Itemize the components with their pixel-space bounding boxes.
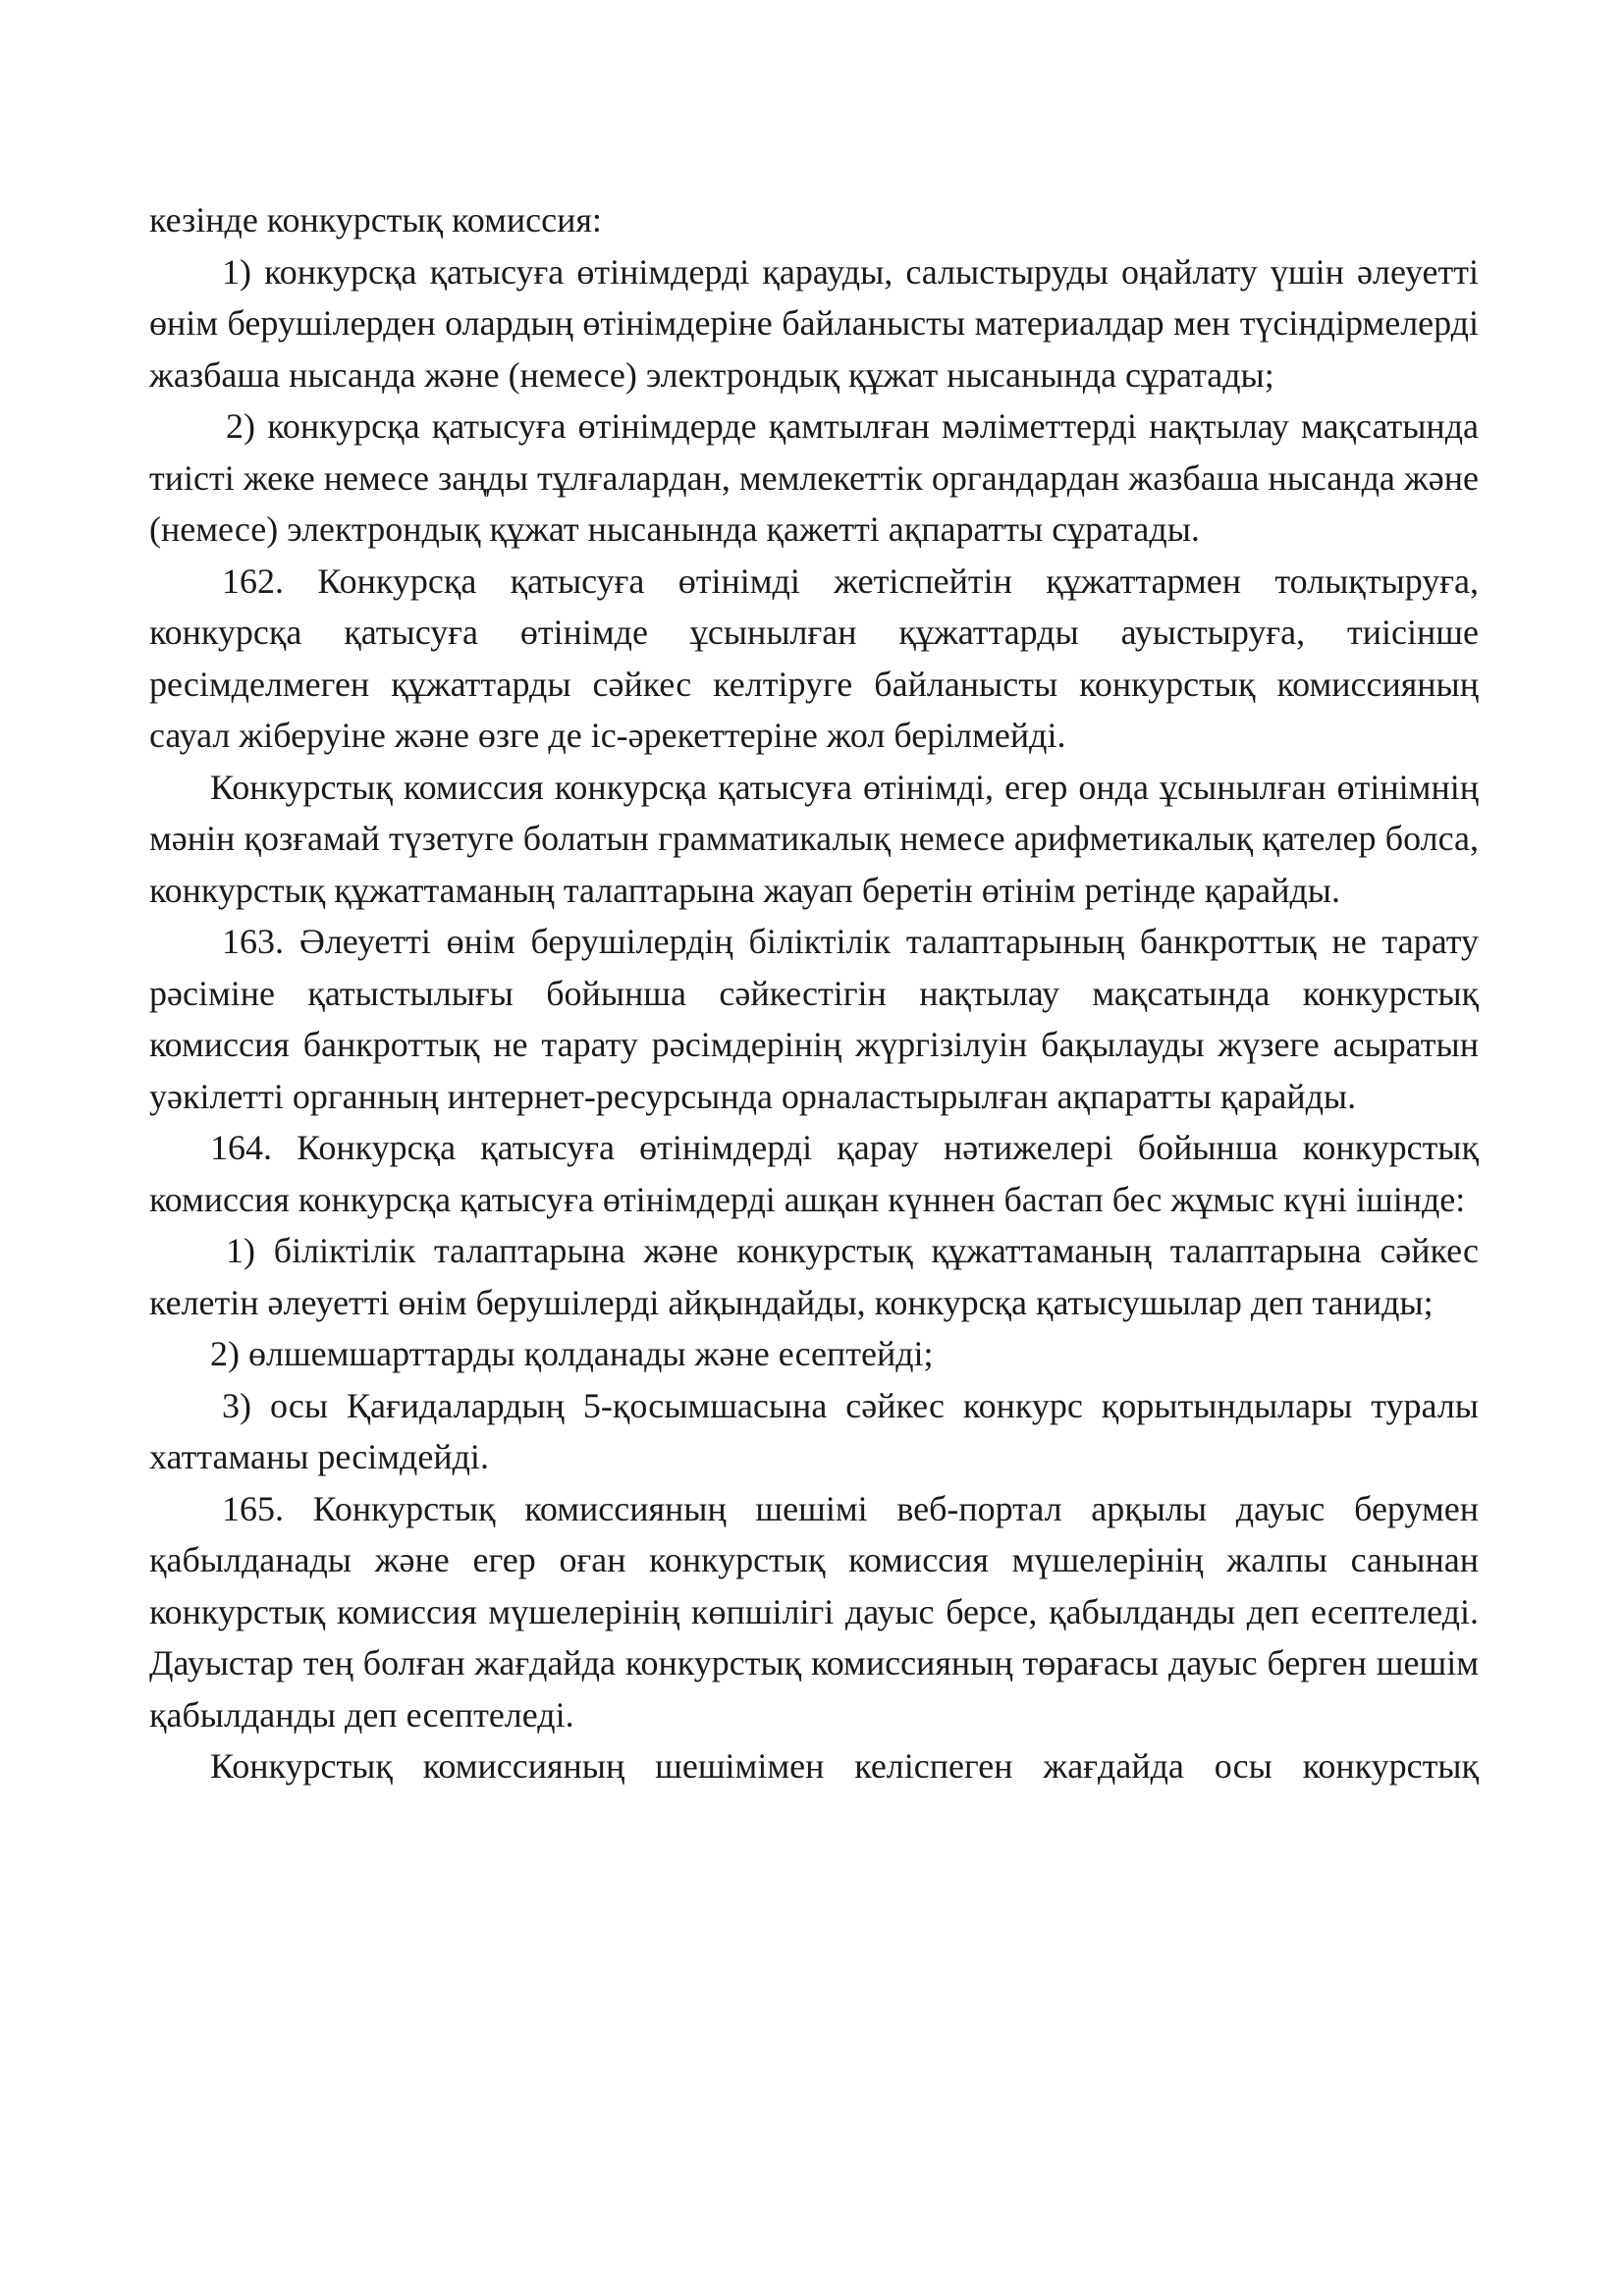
paragraph-continuation: кезінде конкурстық комиссия: [149, 200, 602, 240]
paragraph-item-2: 2) конкурсқа қатысуға өтінімдерде қамтылған мәліметтерді нақтылау мақсатында тиісті жеке немесе заңды тұлғалардан, мемлекеттік органдардан жазбаша нысанда және (немесе) электрондық құжат нысанында қажетті ақпаратты сұратады. [149, 406, 1479, 549]
paragraph-163: 163. Әлеуетті өнім берушілердің біліктілік талаптарының банкроттық не тарату рәсіміне қатыстылығы бойынша сәйкестігін нақтылау мақсатында конкурстық комиссия банкроттық не тарату рәсімдерінің жүргізілуін бақылауды жүзеге асыратын уәкілетті органның интернет-ресурсында орналастырылған ақпаратты қарайды. [149, 922, 1479, 1116]
paragraph-164-item-1: 1) біліктілік талаптарына және конкурстық құжаттаманың талаптарына сәйкес келетін әлеуетті өнім берушілерді айқындайды, конкурсқа қатысушылар деп таниды; [149, 1231, 1479, 1322]
paragraph-164-item-3: 3) осы Қағидалардың 5-қосымшасына сәйкес конкурс қорытындылары туралы хаттаманы ресімдейді. [149, 1385, 1479, 1476]
paragraph-165-continued: Конкурстық комиссияның шешімімен келіспеген жағдайда осы конкурстық [210, 1746, 1479, 1786]
paragraph-162-continued: Конкурстық комиссия конкурсқа қатысуға өтінімді, егер онда ұсынылған өтінімнің мәнін қозғамай түзетуге болатын грамматикалық немесе арифметикалық қателер болса, конкурстық құжаттаманың талаптарына жауап беретін өтінім ретінде қарайды. [149, 767, 1479, 910]
document-page [149, 194, 1479, 1792]
paragraph-164-item-2: 2) өлшемшарттарды қолданады және есептейді; [210, 1334, 934, 1373]
paragraph-162: 162. Конкурсқа қатысуға өтінімді жетіспейтін құжаттармен толықтыруға, конкурсқа қатысуға өтінімде ұсынылған құжаттарды ауыстыруға, тиісінше ресімделмеген құжаттарды сәйкес келтіруге байланысты конкурстық комиссияның сауал жіберуіне және өзге де іс-әрекеттеріне жол берілмейді. [149, 561, 1479, 755]
paragraph-165: 165. Конкурстық комиссияның шешімі веб-портал арқылы дауыс берумен қабылданады және егер оған конкурстық комиссия мүшелерінің жалпы санынан конкурстық комиссия мүшелерінің көпшілігі дауыс берсе, қабылданды деп есептеледі. Дауыстар тең болған жағдайда конкурстық комиссияның төрағасы дауыс берген шешім қабылданды деп есептеледі. [149, 1488, 1479, 1735]
paragraph-item-1: 1) конкурсқа қатысуға өтінімдерді қарауды, салыстыруды оңайлату үшін әлеуетті өнім берушілерден олардың өтінімдеріне байланысты материалдар мен түсіндірмелерді жазбаша нысанда және (немесе) электрондық құжат нысанында сұратады; [149, 251, 1479, 395]
paragraph-164: 164. Конкурсқа қатысуға өтінімдерді қарау нәтижелері бойынша конкурстық комиссия конкурсқа қатысуға өтінімдерді ашқан күннен бастап бес жұмыс күні ішінде: [149, 1128, 1479, 1219]
